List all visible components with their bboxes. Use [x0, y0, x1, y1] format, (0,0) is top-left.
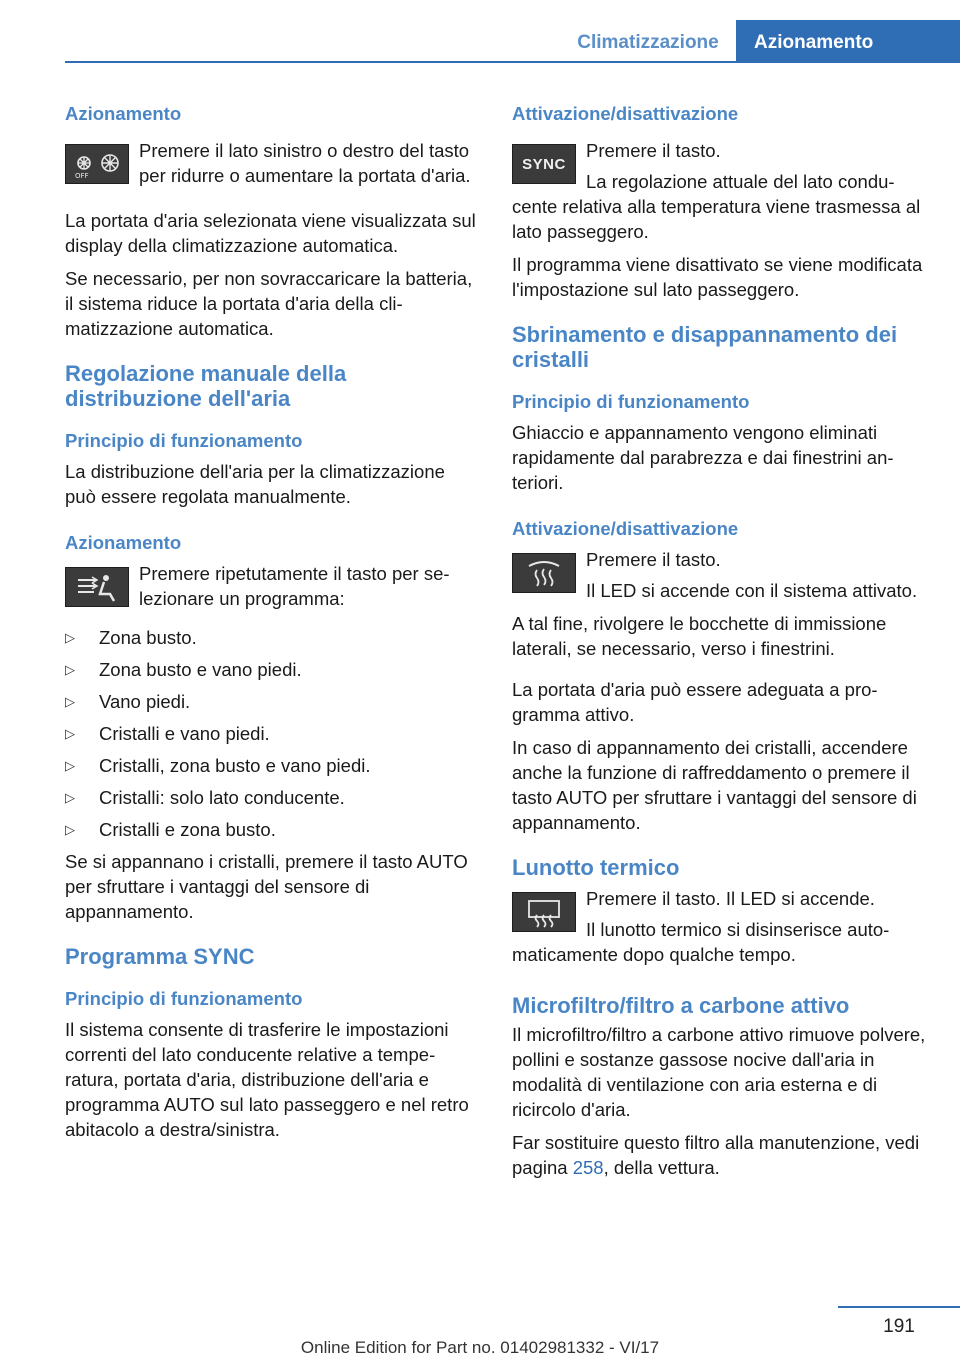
- program-list: [65, 625, 479, 842]
- triangle-bullet-icon: ▷: [65, 662, 75, 677]
- list-item: ▷ Cristalli: solo lato conducente.: [65, 787, 345, 808]
- fan-speed-paragraph: [65, 138, 479, 196]
- list-item: ▷ Zona busto e vano piedi.: [65, 659, 302, 680]
- subsection-heading: Principio di funzionamento: [65, 430, 303, 451]
- section-heading: Sbrinamento e disappannamento dei cristalli: [512, 322, 898, 372]
- defrost-paragraph: [512, 547, 926, 611]
- triangle-bullet-icon: ▷: [65, 726, 75, 741]
- paragraph: Premere il tasto.: [586, 549, 721, 570]
- sync-paragraph: [512, 138, 926, 252]
- paragraph: Il sistema consente di trasferire le impostazioni correnti del lato conducente relative a temperatura, portata d'aria, distribuzione dell'aria e programma AUTO sul lato passeggero e nel retro abitacolo a destra/sinistra.: [65, 1019, 469, 1140]
- triangle-bullet-icon: ▷: [65, 758, 75, 773]
- rear-window-heater-button-icon: [512, 892, 576, 932]
- triangle-bullet-icon: ▷: [65, 630, 75, 645]
- list-item: ▷ Zona busto.: [65, 627, 197, 648]
- section-heading: Regolazione manuale della distribuzione dell'aria: [65, 361, 347, 411]
- paragraph: Il LED si accende con il sistema attivato.: [586, 580, 918, 601]
- section-heading: Microfiltro/filtro a carbone attivo: [512, 993, 850, 1018]
- subsection-heading: Azionamento: [65, 532, 182, 553]
- left-column: [65, 100, 479, 1150]
- header-chapter-tab[interactable]: Azionamento: [736, 20, 960, 61]
- rear-window-paragraph: [512, 886, 926, 975]
- list-item: ▷ Cristalli e vano piedi.: [65, 723, 270, 744]
- right-column: [512, 100, 926, 1188]
- subsection-heading: Principio di funzionamento: [65, 988, 303, 1009]
- list-item: ▷ Cristalli, zona busto e vano piedi.: [65, 755, 371, 776]
- section-heading: Lunotto termico: [512, 855, 680, 880]
- subsection-heading: Attivazione/disattivazione: [512, 103, 739, 124]
- subsection-heading: Attivazione/disattivazione: [512, 518, 739, 539]
- header-rule: [65, 61, 960, 63]
- paragraph: Il lunotto termico si disinserisce automaticamente dopo qualche tempo.: [512, 919, 890, 965]
- paragraph: Se necessario, per non sovraccaricare la batteria, il sistema riduce la portata d'aria della climatizzazione automatica.: [65, 268, 473, 339]
- paragraph: La portata d'aria selezionata viene visualizzata sul display della climatizzazione automatica.: [65, 210, 476, 256]
- header-section-tab[interactable]: Climatizzazione: [560, 28, 736, 61]
- paragraph: La distribuzione dell'aria per la climatizzazione può essere regolata manualmente.: [65, 461, 445, 507]
- paragraph: Premere il tasto.: [586, 140, 721, 161]
- air-distribution-button-icon: [65, 567, 129, 607]
- azionamento-text: Premere ripetutamente il tasto per selezionare un programma:: [139, 563, 450, 609]
- fan-off-button-icon: [65, 144, 129, 184]
- list-item: ▷ Cristalli e zona busto.: [65, 819, 276, 840]
- paragraph: Il programma viene disattivato se viene modificata l'impostazione sul lato passeggero.: [512, 254, 923, 300]
- page-link[interactable]: 258: [572, 1157, 604, 1178]
- footer-rule: [838, 1306, 960, 1308]
- air-distribution-paragraph: [65, 561, 479, 619]
- list-item: ▷ Vano piedi.: [65, 691, 191, 712]
- triangle-bullet-icon: ▷: [65, 790, 75, 805]
- sync-button-icon: SYNC: [512, 144, 576, 184]
- page-number: 191: [883, 1316, 915, 1337]
- azionamento-text: Premere il lato sinistro o destro del tasto per ridurre o aumentare la portata d'aria.: [139, 140, 471, 186]
- paragraph: Far sostituire questo filtro alla manutenzione, vedi pagina 258, della vettura.: [512, 1132, 920, 1178]
- edition-footer: Online Edition for Part no. 01402981332 - VI/17: [300, 1338, 660, 1357]
- triangle-bullet-icon: ▷: [65, 694, 75, 709]
- paragraph: Ghiaccio e appannamento vengono eliminati rapidamente dal parabrezza e dai finestrini anteriori.: [512, 422, 894, 493]
- section-heading: Programma SYNC: [65, 944, 255, 969]
- paragraph: Se si appannano i cristalli, premere il tasto AUTO per sfruttare i vantaggi del sensore di appannamento.: [65, 851, 468, 922]
- paragraph: Premere il tasto. Il LED si accende.: [586, 888, 875, 909]
- svg-text:OFF: OFF: [75, 172, 89, 180]
- windshield-defrost-button-icon: [512, 553, 576, 593]
- paragraph: La regolazione attuale del lato conducente relativa alla temperatura viene trasmessa al lato passeggero.: [512, 171, 921, 242]
- triangle-bullet-icon: ▷: [65, 822, 75, 837]
- paragraph: Il microfiltro/filtro a carbone attivo rimuove polvere, pollini e sostanze gassose nocive dall'aria in modalità di ventilazione con aria esterna e di ricircolo d'aria.: [512, 1024, 926, 1120]
- subsection-heading: Principio di funzionamento: [512, 391, 750, 412]
- paragraph: A tal fine, rivolgere le bocchette di immissione laterali, se necessario, verso i finestrini.: [512, 613, 887, 659]
- paragraph: In caso di appannamento dei cristalli, accendere anche la funzione di raffreddamento o premere il tasto AUTO per sfruttare i vantaggi del sensore di appannamento.: [512, 737, 917, 833]
- paragraph: La portata d'aria può essere adeguata a programma attivo.: [512, 679, 878, 725]
- azionamento-heading: Azionamento: [65, 103, 182, 124]
